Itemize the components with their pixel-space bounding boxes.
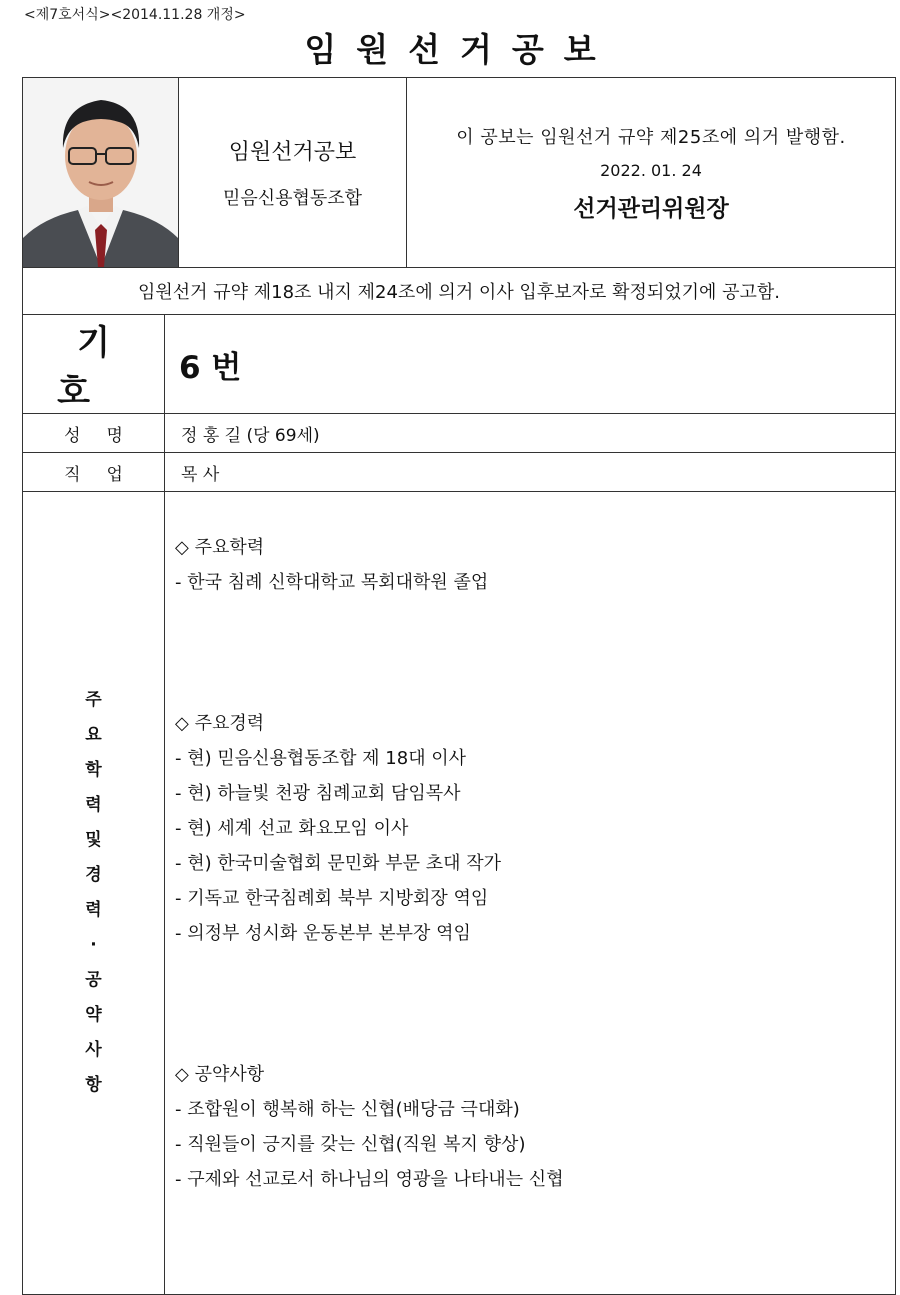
content-label-char: 공: [85, 970, 102, 990]
committee-chair: 선거관리위원장: [573, 195, 729, 222]
bulletin-table: [22, 77, 896, 1295]
list-item: - 의정부 성시화 운동본부 본부장 역임: [175, 923, 471, 944]
content-label-char: 요: [85, 725, 102, 745]
publication-org: 믿음신용협동조합: [222, 188, 363, 209]
notice-cell: [407, 78, 896, 268]
job-value: 목 사: [165, 453, 896, 492]
career-section: [175, 706, 895, 951]
content-label-char: 항: [85, 1075, 102, 1095]
list-item: - 기독교 한국침례회 북부 지방회장 역임: [175, 888, 489, 909]
candidate-photo: [23, 78, 178, 267]
notice-date: 2022. 01. 24: [600, 160, 702, 180]
name-label: 성명: [23, 414, 165, 453]
list-item: - 현) 세계 선교 화요모임 이사: [175, 818, 409, 839]
confirmation-notice: 임원선거 규약 제18조 내지 제24조에 의거 이사 입후보자로 확정되었기에 공고함.: [23, 268, 896, 315]
list-item: - 현) 믿음신용협동조합 제 18대 이사: [175, 748, 467, 769]
publication-title: 임원선거공보: [228, 140, 357, 165]
content-label-char: 및: [85, 830, 102, 850]
candidate-number-label: 기호: [23, 315, 165, 414]
list-item: - 직원들이 긍지를 갖는 신협(직원 복지 향상): [175, 1134, 526, 1155]
document-title: 임원선거공보: [304, 30, 616, 69]
education-heading: ◇ 주요학력: [175, 537, 265, 558]
content-label-char: 력: [85, 900, 102, 920]
notice-text: 이 공보는 임원선거 규약 제25조에 의거 발행함.: [456, 126, 846, 148]
publication-cell: [179, 78, 407, 268]
candidate-photo-cell: [23, 78, 179, 268]
list-item: - 현) 하늘빛 천광 침례교회 담임목사: [175, 783, 461, 804]
content-label-char: ·: [90, 935, 97, 955]
pledges-section: [175, 1057, 895, 1197]
name-value: 정 홍 길 (당 69세): [165, 414, 896, 453]
content-label: [23, 492, 165, 1295]
job-label: 직업: [23, 453, 165, 492]
candidate-number-value: 6 번: [165, 315, 896, 414]
content-label-char: 학: [85, 760, 102, 780]
pledges-heading: ◇ 공약사항: [175, 1064, 265, 1085]
content-cell: [165, 492, 896, 1295]
content-label-char: 력: [85, 795, 102, 815]
content-label-char: 사: [85, 1040, 102, 1060]
career-heading: ◇ 주요경력: [175, 713, 265, 734]
education-section: [175, 530, 895, 600]
content-label-char: 주: [85, 690, 102, 710]
content-label-char: 약: [85, 1005, 102, 1025]
election-bulletin-form: [22, 77, 895, 1261]
list-item: - 현) 한국미술협회 문민화 부문 초대 작가: [175, 853, 502, 874]
list-item: - 조합원이 행복해 하는 신협(배당금 극대화): [175, 1099, 520, 1120]
form-number: <제7호서식><2014.11.28 개정>: [24, 7, 246, 23]
list-item: - 구제와 선교로서 하나님의 영광을 나타내는 신협: [175, 1169, 564, 1190]
content-label-char: 경: [85, 865, 102, 885]
list-item: - 한국 침례 신학대학교 목회대학원 졸업: [175, 572, 489, 593]
